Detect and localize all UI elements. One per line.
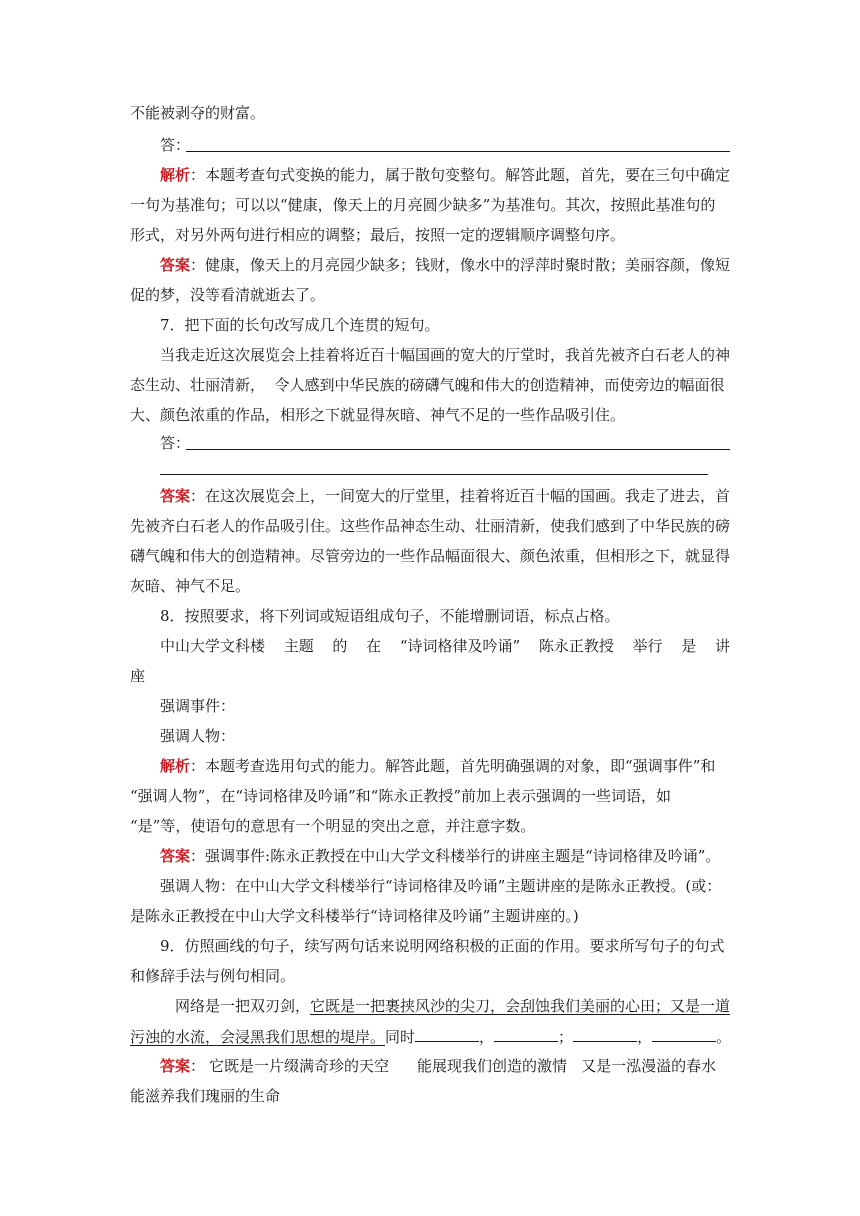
answer-label: 答案 xyxy=(160,487,191,505)
q8-word-list xyxy=(160,636,730,656)
q8-prompt-event: 强调事件： xyxy=(160,697,236,715)
intro-text: 不能被剥夺的财富。 xyxy=(130,104,266,122)
q8-answer-line-3: 是陈永正教授在中山大学文科楼举行“诗词格律及吟诵”主题讲座的。) xyxy=(130,907,579,925)
q8-prompt-person: 强调人物： xyxy=(160,727,236,745)
underlined-sentence: 它既是一把裹挟风沙的尖刀，会刮蚀我们美丽的心田；又是一道 xyxy=(310,997,731,1015)
fill-blank-3[interactable] xyxy=(573,1026,637,1042)
q6-analysis-line-1: 解析：本题考查句式变换的能力，属于散句变整句。解答此题，首先，要在三句中确定 xyxy=(160,166,731,184)
q8-analysis-line-1: 解析：本题考查选用句式的能力。解答此题，首先明确强调的对象，即“强调事件”和 xyxy=(160,757,716,775)
q8-answer-line-1: 答案：强调事件:陈永正教授在中山大学文科楼举行的讲座主题是“诗词格律及吟诵”。 xyxy=(160,847,721,865)
q9-answer-line-2: 能滋养我们瑰丽的生命 xyxy=(130,1087,281,1105)
analysis-label: 解析 xyxy=(160,757,191,775)
word-item: 讲 xyxy=(714,637,730,655)
answer-label: 答案 xyxy=(160,847,191,865)
q7-answer-line-1: 答案：在这次展览会上，一间宽大的厅堂里，挂着将近百十幅的国画。我走了进去，首 xyxy=(160,487,731,505)
q8-answer-line-2: 强调人物：在中山大学文科楼举行“诗词格律及吟诵”主题讲座的是陈永正教授。(或： xyxy=(160,877,722,895)
word-item: 举行 xyxy=(632,637,663,655)
q9-title-line-1: 9．仿照画线的句子，续写两句话来说明网络积极的正面的作用。要求所写句子的句式 xyxy=(160,937,725,955)
q7-answer-line-4: 灰暗、神气不足。 xyxy=(130,577,251,595)
fill-blank-2[interactable] xyxy=(494,1026,558,1042)
q6-answer-line xyxy=(186,151,730,152)
q7-answer-line-2: 先被齐白石老人的作品吸引住。这些作品神态生动、壮丽清新，使我们感到了中华民族的磅 xyxy=(130,517,731,535)
q8-analysis-line-3: “是”等，使语句的意思有一个明显的突出之意，并注意字数。 xyxy=(130,817,536,835)
q7-body-line-3: 大、颜色浓重的作品，相形之下就显得灰暗、神气不足的一些作品吸引住。 xyxy=(130,406,626,424)
word-item: 的 xyxy=(332,637,348,655)
q8-title: 8．按照要求，将下列词或短语组成句子，不能增删词语，标点占格。 xyxy=(160,607,620,625)
fill-blank-4[interactable] xyxy=(652,1026,716,1042)
q7-body-line-2: 态生动、壮丽清新， 令人感到中华民族的磅礴气魄和伟大的创造精神，而使旁边的幅面很 xyxy=(130,376,725,394)
word-item: 是 xyxy=(681,637,697,655)
q9-answer-line-1: 答案： 它既是一片缀满奇珍的天空 能展现我们创造的激情 又是一泓漫溢的春水 xyxy=(160,1057,717,1075)
word-item: 主题 xyxy=(283,637,314,655)
answer-label: 答案 xyxy=(160,256,191,274)
word-item: 陈永正教授 xyxy=(538,637,614,655)
underlined-sentence: 污浊的水流，会浸黑我们思想的堤岸。 xyxy=(130,1028,386,1046)
word-item: 在 xyxy=(366,637,382,655)
q6-answer-line-2: 促的梦，没等看清就逝去了。 xyxy=(130,286,326,304)
q8-analysis-line-2: “强调人物”，在“诗词格律及吟诵”和“陈永正教授”前加上表示强调的一些词语，如 xyxy=(130,787,672,805)
q9-title-line-2: 和修辞手法与例句相同。 xyxy=(130,967,296,985)
analysis-label: 解析 xyxy=(160,166,191,184)
q7-answer-prompt: 答： xyxy=(160,434,191,452)
word-item: 中山大学文科楼 xyxy=(160,637,266,655)
answer-label: 答案 xyxy=(160,1057,191,1075)
q7-title: 7．把下面的长句改写成几个连贯的短句。 xyxy=(160,316,440,334)
q7-body-line-1: 当我走近这次展览会上挂着将近百十幅国画的宽大的厅堂时，我首先被齐白石老人的神 xyxy=(160,346,731,364)
q6-answer-line-1: 答案：健康，像天上的月亮园少缺多；钱财，像水中的浮萍时聚时散；美丽容颜，像短 xyxy=(160,256,731,274)
word-item: “诗词格律及吟诵” xyxy=(399,637,521,655)
q7-answer-line-3: 礴气魄和伟大的创造精神。尽管旁边的一些作品幅面很大、颜色浓重，但相形之下，就显得 xyxy=(130,547,731,565)
q7-answer-line-a xyxy=(186,449,730,450)
fill-blank-1[interactable] xyxy=(415,1026,479,1042)
q9-example-line-2: 污浊的水流，会浸黑我们思想的堤岸。同时 ， ； ， 。 xyxy=(130,1028,732,1046)
q8-word-tail: 座 xyxy=(130,667,146,685)
q9-example-line-1: 网络是一把双刃剑，它既是一把裹挟风沙的尖刀，会刮蚀我们美丽的心田；又是一道 xyxy=(175,997,731,1015)
q6-analysis-line-3: 形式，对另外两句进行相应的调整；最后，按照一定的逻辑顺序调整句序。 xyxy=(130,226,626,244)
q7-answer-line-b xyxy=(160,474,708,475)
q6-analysis-line-2: 一句为基准句；可以以“健康，像天上的月亮圆少缺多”为基准句。其次，按照此基准句的 xyxy=(130,196,716,214)
q6-answer-prompt: 答： xyxy=(160,136,191,154)
